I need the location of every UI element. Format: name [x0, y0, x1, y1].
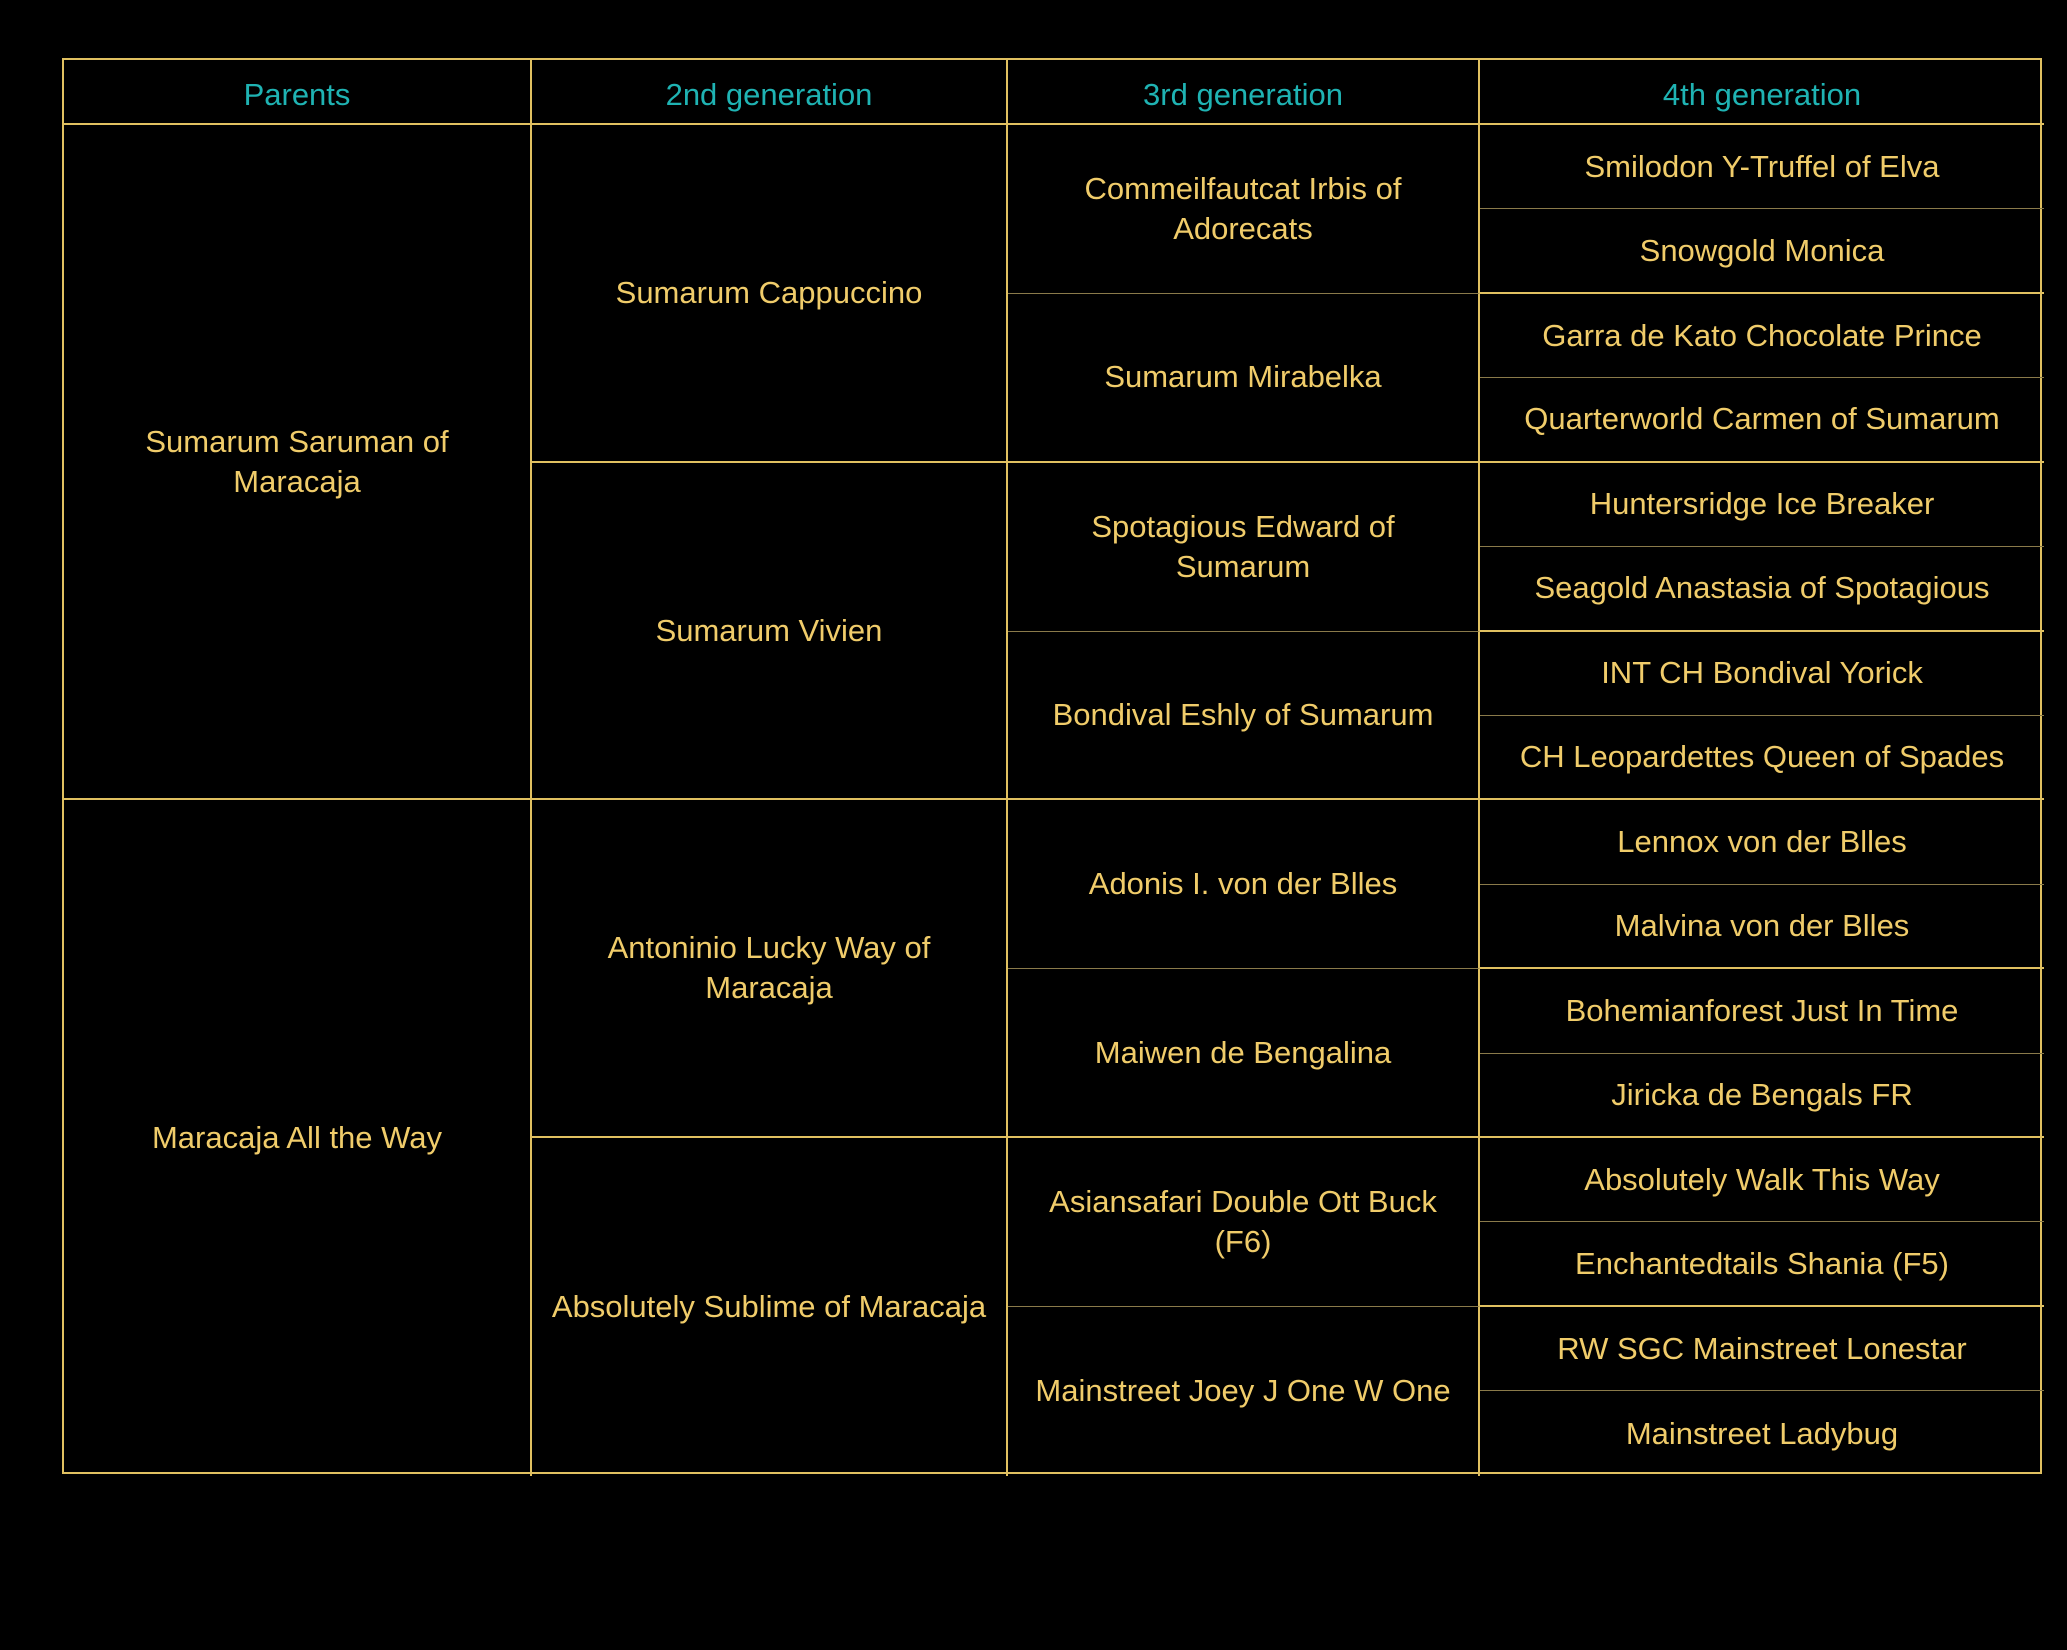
gen3-cell: Commeilfautcat Irbis of Adorecats [1008, 125, 1480, 294]
gen4-cell: Jiricka de Bengals FR [1480, 1054, 2044, 1138]
gen4-cell: Absolutely Walk This Way [1480, 1138, 2044, 1222]
gen3-cell: Adonis I. von der Blles [1008, 800, 1480, 969]
pedigree-table [62, 58, 2042, 1474]
gen4-cell: Quarterworld Carmen of Sumarum [1480, 378, 2044, 462]
gen2-cell: Sumarum Cappuccino [532, 125, 1008, 463]
gen4-cell: Enchantedtails Shania (F5) [1480, 1222, 2044, 1306]
header-3rd-generation: 3rd generation [1008, 60, 1480, 125]
gen3-cell: Asiansafari Double Ott Buck (F6) [1008, 1138, 1480, 1307]
gen4-cell: RW SGC Mainstreet Lonestar [1480, 1307, 2044, 1391]
gen4-cell: Snowgold Monica [1480, 209, 2044, 293]
parent-sire: Sumarum Saruman of Maracaja [64, 125, 532, 800]
gen4-cell: Garra de Kato Chocolate Prince [1480, 294, 2044, 378]
gen3-cell: Mainstreet Joey J One W One [1008, 1307, 1480, 1476]
gen3-cell: Sumarum Mirabelka [1008, 294, 1480, 463]
parent-dam: Maracaja All the Way [64, 800, 532, 1475]
gen3-cell: Spotagious Edward of Sumarum [1008, 463, 1480, 632]
gen4-cell: Smilodon Y-Truffel of Elva [1480, 125, 2044, 209]
gen4-cell: Huntersridge Ice Breaker [1480, 463, 2044, 547]
gen2-cell: Absolutely Sublime of Maracaja [532, 1138, 1008, 1476]
header-2nd-generation: 2nd generation [532, 60, 1008, 125]
gen4-cell: Mainstreet Ladybug [1625, 1415, 1899, 1451]
header-parents: Parents [64, 60, 532, 125]
gen4-cell: Seagold Anastasia of Spotagious [1480, 547, 2044, 631]
gen2-cell: Sumarum Vivien [532, 463, 1008, 801]
gen3-cell: Maiwen de Bengalina [1008, 969, 1480, 1138]
gen4-cell: Bohemianforest Just In Time [1480, 969, 2044, 1053]
gen4-cell: Malvina von der Blles [1480, 885, 2044, 969]
gen4-cell: CH Leopardettes Queen of Spades [1480, 716, 2044, 800]
header-4th-generation: 4th generation [1480, 60, 2044, 125]
gen3-cell: Bondival Eshly of Sumarum [1008, 632, 1480, 801]
gen4-cell: INT CH Bondival Yorick [1480, 632, 2044, 716]
gen2-cell: Antoninio Lucky Way of Maracaja [532, 800, 1008, 1138]
gen4-cell: Lennox von der Blles [1480, 800, 2044, 884]
